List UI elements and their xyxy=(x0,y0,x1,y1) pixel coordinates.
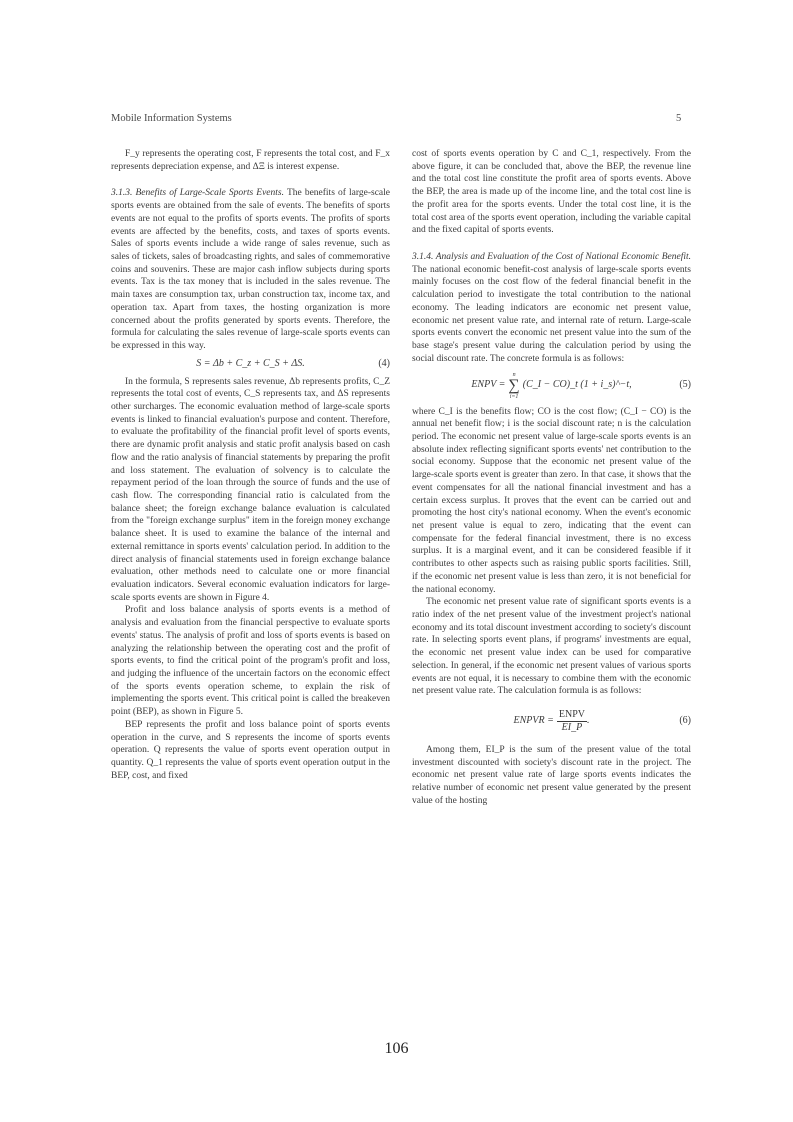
profit-loss-paragraph: Profit and loss balance analysis of sports events is a method of analysis and evaluation from the financial perspective to evaluate sports events' status. The analysis of profit and loss of sports events is based on analyzing the relationship between the operating cost and the profit of sports events, to find the critical point of the program's profit and loss, and judging the influence of the uncertain factors on the economic effect of the sports events operation scheme, to explain the risk of implementing the sports event. This critical point is called the breakeven point (BEP), as shown in Figure 5. xyxy=(111,605,390,718)
equation-6-period: . xyxy=(586,714,590,726)
among-paragraph: Among them, EI_P is the sum of the present value of the total investment discounted with society's discount rate in the project. The economic net present value rate of large sports events indicates the relative number of economic net present value generated by the present value of the hosting xyxy=(412,745,691,806)
sigma-symbol: ∑ xyxy=(508,376,520,394)
intro-paragraph: F_y represents the operating cost, F represents the total cost, and F_x represents depreciation expense, and ΔΞ is interest expense. xyxy=(111,149,390,172)
equation-5-number: (5) xyxy=(679,379,691,391)
section-3-1-3-title: 3.1.3. Benefits of Large-Scale Sports Events. xyxy=(111,188,284,199)
equation-6 xyxy=(412,703,691,739)
equation-6-lhs: ENPVR = xyxy=(513,714,554,726)
equation-5 xyxy=(412,371,691,401)
equation-5-rhs: (C_I − CO)_t (1 + i_s)^−t, xyxy=(522,379,632,391)
section-3-1-4-title: 3.1.4. Analysis and Evaluation of the Cost of National Economic Benefit. xyxy=(412,252,691,263)
npv-rate-paragraph: The economic net present value rate of significant sports events is a ratio index of the net present value of the investment project's national economy and its total discount investment according to society's discount rate. In selecting sports event plans, if programs' investments are equal, the economic net present value index can be used for comparative selection. In general, if the economic net present values of various sports events are not equal, it is necessary to combine them with the economic net present value rate. The calculation formula is as follows: xyxy=(412,597,692,697)
section-3-1-4-text: The national economic benefit-cost analysis of large-scale sports events mainly focuses on the cost flow of the federal financial benefit in the calculation period to investigate the total contribution to the national economy. The leading indicators are economic net present value, economic net present value rate, and internal rate of return. Large-scale sports events convert the economic net present value into the sum of the base stage's present value during the calculation period by using the social discount rate. The concrete formula is as follows: xyxy=(412,264,691,364)
bep-paragraph: BEP represents the profit and loss balance point of sports events operation in the curve, and S represents the income of sports events operation. Q represents the value of sports event operation output in quantity. Q_1 represents the value of sports event operation output in the BEP, cost, and fixed xyxy=(111,719,390,781)
continued-paragraph: cost of sports events operation by C and C_1, respectively. From the above figure, it can be concluded that, above the BEP, the revenue line and the total cost line constitute the profit area of sports events. Above the BEP, the area is made up of the income line, and the total cost line is the profit area for the sports events. Under the total cost line, it is the total cost area of the sports event operation, including the variable capital and the fixed capital of sports events. xyxy=(412,149,691,236)
equation-4 xyxy=(111,358,390,371)
running-header-page: 5 xyxy=(676,113,682,124)
summation-lower-limit: i=1 xyxy=(509,393,519,400)
equation-4-number: (4) xyxy=(378,357,390,369)
left-column xyxy=(111,148,390,783)
running-header-journal: Mobile Information Systems xyxy=(111,113,232,124)
equation-6-number: (6) xyxy=(679,714,691,726)
page-number: 106 xyxy=(384,1040,409,1057)
where-paragraph: where C_I is the benefits flow; CO is the cost flow; (C_I − CO) is the annual net benefit flow; i is the social discount rate; n is the calculation period. The economic net present value of large-scale sports events is an absolute index reflecting significant sports events' net contribution to the social economy. Suppose that the economic net present value of the large-scale sports event is greater than zero. In that case, it shows that the event compensates for all the national financial investment and has a certain excess surplus. It proves that the event can be carried out and promoting the host city's national economy. When the event's economic net present value is equal to zero, indicating that the event can compensate for the federal financial investment, there is no excess surplus. It is a marginal event, and it can be considered feasible if it contributes to other aspects such as raising public sports facilities. Still, if the economic net present value is less than zero, it is not beneficial for the national economy. xyxy=(412,406,691,595)
section-3-1-3 xyxy=(111,187,390,352)
equation-4-body: S = Δb + C_z + C_S + ΔS. xyxy=(196,357,305,369)
formula-paragraph: In the formula, S represents sales revenue, Δb represents profits, C_Z represents the total cost of events, C_S represents tax, and ΔS represents other surcharges. The economic evaluation method of large-scale sports events is linked to financial evaluation's purpose and content. Therefore, to evaluate the profitability of the financial profit level of sports events, there are dynamic profit analysis and static profit analysis based on cash flow and the ratio analysis of financial statements by preparing the profit and loss statement. The evaluation of solvency is to calculate the repayment period of the loan through the source of funds and the use of cash flow. The corresponding financial ratio is calculated from the balance sheet; the foreign exchange balance evaluation is calculated from the "foreign exchange surplus" item in the foreign money exchange balance sheet. It is used to examine the balance of the internal and external remittance in sports events' calculation period. In addition to the direct analysis of financial statements used in foreign exchange balance evaluation, other methods need to calculate one or more financial evaluation indicators. Several economic evaluation indicators for large-scale sports events are shown in Figure 4. xyxy=(111,376,390,603)
equation-5-lhs: ENPV = xyxy=(471,379,506,391)
equation-6-denominator: EI_P xyxy=(561,721,583,733)
equation-6-numerator: ENPV xyxy=(558,709,585,721)
section-3-1-3-text: The benefits of large-scale sports events are obtained from the sale of events. The benefits of sports events are not equal to the profits of sports events. The profits of sports events are affected by the benefits, costs, and taxes of sports events. Sales of sports events include a wide range of sales revenue, such as sales of tickets, sales of broadcasting rights, and sales of commemorative coins and souvenirs. These are major cash inflow subjects during sports events. Tax is the tax money that is included in the sales revenue. The main taxes are consumption tax, urban construction tax, income tax, and operation tax. Apart from taxes, the hosting organization is more concerned about the profits generated by sports events. Therefore, the formula for calculating the sales revenue of large-scale sports events can be expressed in this way. xyxy=(111,188,390,352)
summation-upper-limit: n xyxy=(512,371,516,378)
right-column xyxy=(412,148,691,808)
summation-sign xyxy=(508,372,519,400)
equation-6-fraction xyxy=(557,709,587,733)
section-3-1-4 xyxy=(412,251,691,365)
